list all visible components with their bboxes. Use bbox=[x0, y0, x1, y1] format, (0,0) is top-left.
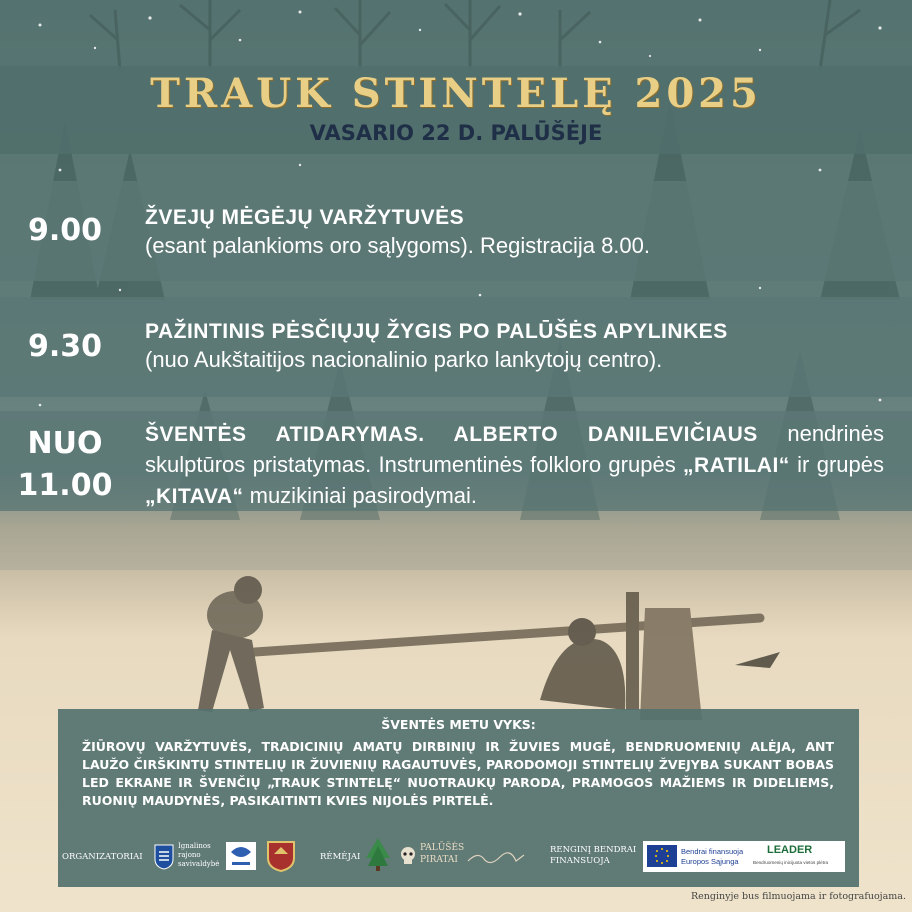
ignalina-line: rajono bbox=[178, 851, 201, 859]
pirate-skull-icon bbox=[399, 846, 417, 866]
schedule-description bbox=[145, 203, 884, 260]
pirates-line: PIRATAI bbox=[420, 855, 458, 865]
sponsors-label: RĖMĖJAI bbox=[320, 852, 361, 862]
schedule-time-line2: 11.00 bbox=[17, 468, 113, 503]
footer-note: Renginyje bus filmuojama ir fotografuojama. bbox=[690, 891, 906, 902]
activities-heading: ŠVENTĖS METU VYKS: bbox=[381, 717, 536, 732]
band-name-ratilai: „RATILAI“ bbox=[683, 454, 790, 477]
schedule-title: ŽVEJŲ MĖGĖJŲ VARŽYTUVĖS bbox=[145, 206, 465, 229]
schedule-time: 9.30 bbox=[27, 329, 103, 364]
activities-box bbox=[58, 709, 859, 887]
tree-logo-icon bbox=[364, 836, 392, 872]
fishermen-illustration bbox=[198, 576, 780, 720]
schedule-time: 9.00 bbox=[27, 213, 103, 248]
pirates-line: PALŪŠĖS bbox=[420, 843, 465, 853]
organizers-label: ORGANIZATORIAI bbox=[62, 852, 143, 862]
eu-flag-icon bbox=[647, 845, 677, 867]
culture-center-logo-icon bbox=[226, 842, 256, 870]
schedule-details: (esant palankioms oro sąlygoms). Registracija 8.00. bbox=[145, 233, 651, 258]
cofunding-line: FINANSUOJA bbox=[550, 856, 610, 866]
eu-leader-logo bbox=[643, 841, 845, 872]
event-date: VASARIO 22 D. PALŪŠĖJE bbox=[309, 121, 603, 145]
eu-line: Europos Sąjunga bbox=[681, 857, 739, 866]
schedule-time bbox=[10, 423, 120, 507]
ignalina-coat-of-arms-icon bbox=[154, 844, 174, 870]
activities-text: ŽIŪROVŲ VARŽYTUVĖS, TRADICINIŲ AMATŲ DIRBINIŲ IR ŽUVIES MUGĖ, BENDRUOMENIŲ ALĖJA, ANT LAUŽO ČIRŠKINTŲ STINTELIŲ IR ŽUVIENIŲ RAGAUTUVĖS, PARODOMOJI STINTELIŲ ŽVEJYBA SUKANT BOBAS LED EKRANE IR ŠVENČIŲ „TRAUK STINTELĘ“ NUOTRAUKŲ PARODA, PRAMOGOS MAŽIEMS IR DIDELIEMS, RUONIŲ MAUDYNĖS, PASIKAITINTI KVIES NIJOLĖS PIRTELĖ. bbox=[82, 739, 834, 808]
band-name-kitava: „KITAVA“ bbox=[145, 485, 244, 508]
leader-title: LEADER bbox=[767, 844, 813, 856]
ignalina-logo-text bbox=[178, 842, 219, 869]
cofunding-line: RENGINĮ BENDRAI bbox=[550, 845, 637, 855]
schedule-description bbox=[145, 419, 884, 512]
schedule-details: (nuo Aukštaitijos nacionalinio parko lankytojų centro). bbox=[145, 347, 663, 372]
leader-subtitle: Bendruomenių inicijuota vietos plėtra bbox=[753, 860, 829, 865]
park-coat-of-arms-icon bbox=[266, 840, 296, 872]
schedule-details: muzikiniai pasirodymai. bbox=[249, 483, 478, 508]
page-title: TRAUK STINTELĘ 2025 bbox=[150, 70, 762, 117]
schedule-details: ir grupės bbox=[797, 452, 884, 477]
schedule-details: nendrinės skulptūros pristatymas. Instrumentinės folkloro grupės bbox=[145, 421, 884, 477]
ignalina-line: Ignalinos bbox=[178, 842, 211, 850]
schedule-description bbox=[145, 317, 884, 374]
cofunding-label bbox=[550, 845, 636, 867]
schedule-title: PAŽINTINIS PĖSČIŲJŲ ŽYGIS PO PALŪŠĖS APYLINKES bbox=[145, 320, 728, 343]
signature-logo-icon bbox=[466, 849, 526, 867]
schedule-title: ŠVENTĖS ATIDARYMAS. ALBERTO DANILEVIČIAUS bbox=[145, 423, 758, 446]
eu-text bbox=[681, 847, 743, 867]
schedule-time-line1: NUO bbox=[27, 426, 103, 461]
eu-line: Bendrai finansuoja bbox=[681, 847, 744, 856]
ignalina-line: savivaldybė bbox=[178, 860, 220, 868]
pirates-logo-text bbox=[420, 842, 464, 866]
